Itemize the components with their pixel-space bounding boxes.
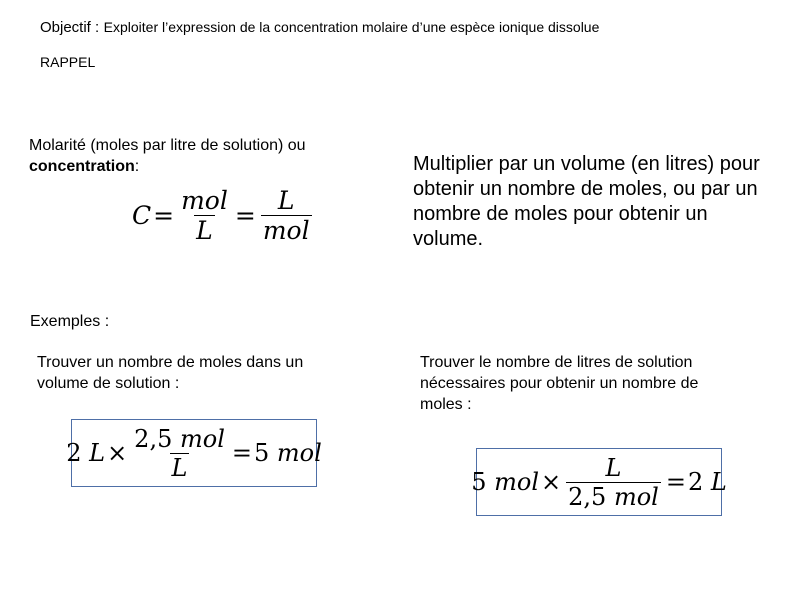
- lhs-number: 5: [471, 468, 487, 496]
- rhs-unit: mol: [276, 439, 322, 467]
- formula-c: C: [132, 201, 152, 230]
- formula-equals-2: =: [234, 201, 256, 230]
- rhs-number: 5: [253, 439, 270, 467]
- rhs-unit: L: [710, 468, 727, 496]
- formula-equals-1: =: [153, 201, 175, 230]
- examples-label: Exemples :: [30, 313, 110, 330]
- molarity-text: Molarité (moles par litre de solution) ou: [29, 137, 306, 154]
- example-1-formula-box: [66, 419, 322, 487]
- times-sign: ×: [107, 439, 128, 467]
- fraction-numerator: L: [277, 186, 295, 215]
- fraction: [566, 454, 661, 511]
- example-1-text: Trouver un nombre de moles dans un volume de solution :: [37, 354, 304, 392]
- numerator-value: 2,5: [134, 424, 173, 453]
- lhs-unit: mol: [494, 468, 540, 496]
- objective-line: [40, 19, 620, 36]
- fraction-mol-per-l: [179, 186, 230, 245]
- concentration-word: concentration: [29, 158, 135, 175]
- lhs-number: 2: [66, 439, 82, 467]
- fraction-denominator: L: [171, 453, 188, 482]
- fraction-denominator: [566, 482, 661, 511]
- molarity-colon: :: [134, 158, 140, 175]
- example-2-formula-box: [471, 448, 727, 516]
- multiply-explanation: Multiplier par un volume (en litres) pour obtenir un nombre de moles, ou par un nombre de moles pour obtenir un volume.: [413, 153, 760, 250]
- example-2-formula: [471, 449, 727, 515]
- equals-sign: =: [665, 468, 686, 496]
- example-2-text: Trouver le nombre de litres de solution nécessaires pour obtenir un nombre de moles :: [420, 354, 699, 413]
- fraction-l-per-mol: [261, 186, 312, 245]
- denominator-value: 2,5: [568, 482, 607, 511]
- numerator-unit: mol: [179, 424, 225, 453]
- fraction-denominator: mol: [262, 216, 310, 245]
- denominator-unit: mol: [613, 482, 659, 511]
- rappel-label: RAPPEL: [40, 54, 96, 70]
- objective-text: Exploiter l’expression de la concentration molaire d’une espèce ionique dissolue: [103, 19, 600, 35]
- concentration-formula: [132, 186, 315, 245]
- fraction-denominator: L: [196, 216, 213, 245]
- fraction-numerator: [132, 425, 227, 453]
- fraction-numerator: L: [605, 453, 622, 482]
- fraction: [132, 425, 227, 482]
- example-1-formula: [66, 420, 322, 486]
- fraction-numerator: mol: [181, 186, 228, 215]
- times-sign: ×: [541, 468, 562, 496]
- molarity-definition: [29, 135, 389, 177]
- equals-sign: =: [231, 439, 252, 467]
- rhs-number: 2: [687, 468, 704, 496]
- lhs-unit: L: [89, 439, 106, 467]
- objective-label: Objectif :: [40, 19, 100, 36]
